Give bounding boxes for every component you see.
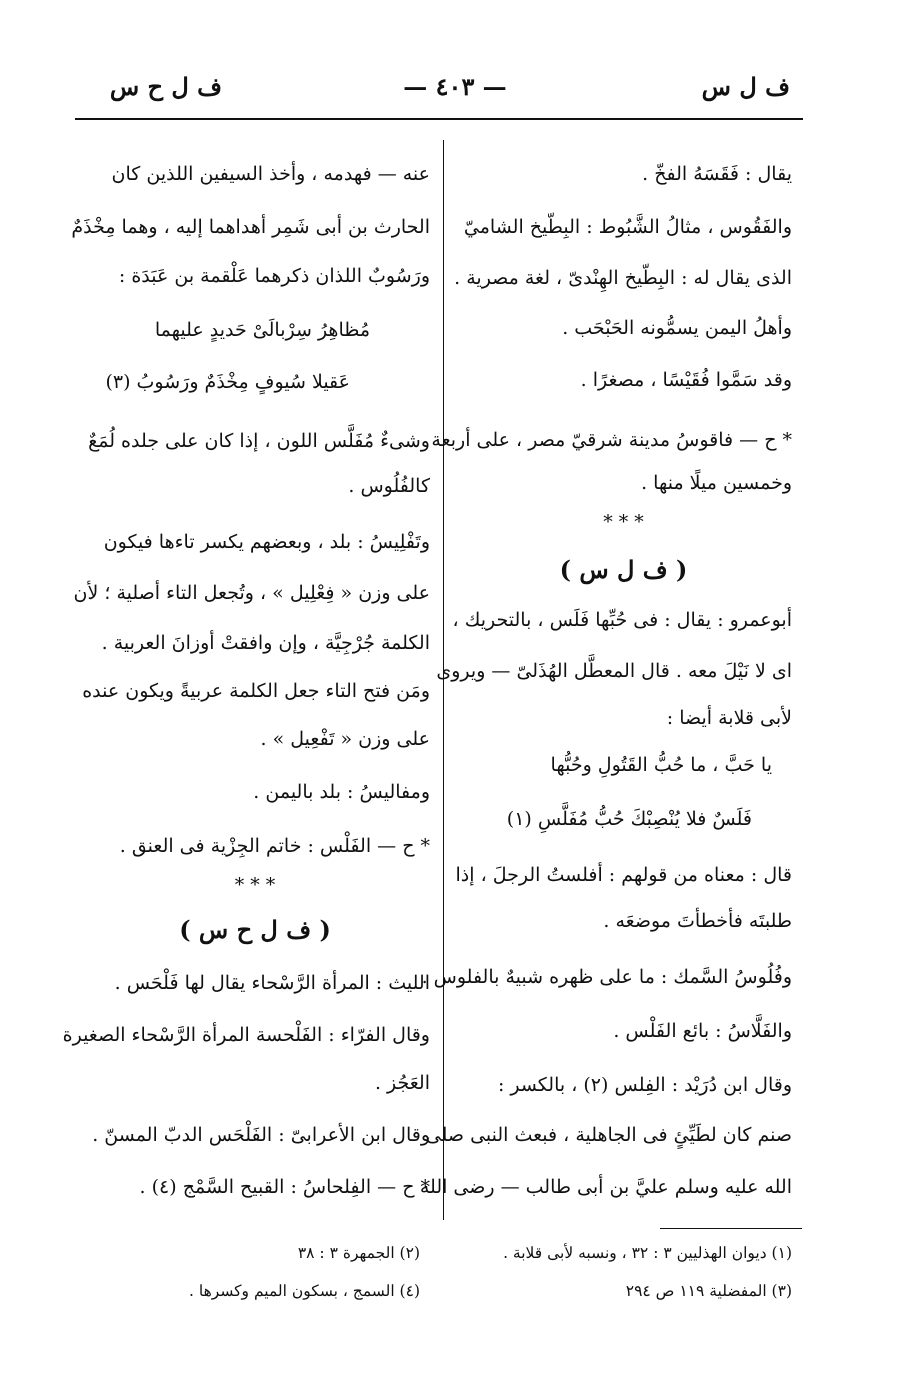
header-root-right: ف ل س: [701, 72, 790, 101]
verse-line: عَقيلا سُيوفٍ مِخْذَمٌ ورَسُوبُ (٣): [105, 371, 350, 393]
text-line: لأبى قلابة أيضا :: [666, 707, 792, 729]
text-line: أبوعمرو : يقال : فى حُبِّها فَلَس ، بالتحريك ،: [452, 609, 792, 631]
footnote-1: (١) ديوان الهذليين ٣ : ٣٢ ، ونسبه لأبى قلابة .: [503, 1244, 792, 1262]
verse-line: يا حَبَّ ، ما حُبُّ القَتُولِ وحُبُّها: [550, 754, 772, 776]
text-line: وتَفْلِيسُ : بلد ، وبعضهم يكسر تاءها فيكون: [103, 531, 430, 553]
text-line: وشىءٌ مُفَلَّس اللون ، إذا كان على جلده لُمَعٌ: [88, 430, 430, 452]
text-line: صنم كان لطَيِّئٍ فى الجاهلية ، فبعث النبى صلى: [425, 1124, 792, 1146]
text-line: وقال الفرّاء : الفَلْحسة المرأة الرَّسْحاء الصغيرة: [62, 1024, 430, 1046]
footnote-rule: [660, 1228, 802, 1229]
text-line: والفَلَّاسُ : بائع الفَلْس .: [613, 1020, 792, 1042]
text-line: وقال ابن الأعرابىّ : الفَلْحَس الدبّ المسنّ .: [92, 1124, 430, 1146]
section-heading: ( ف ل س ): [559, 555, 688, 584]
section-heading: ( ف ل ح س ): [179, 915, 331, 944]
text-line: والفَقُوس ، مثالُ الشَّبُوط : البِطّيخ الشاميّ: [463, 216, 792, 238]
text-line: وخمسين ميلًا منها .: [641, 472, 792, 494]
text-line: قال : معناه من قولهم : أفلستُ الرجلَ ، إذا: [455, 864, 792, 886]
verse-line: مُظاهِرُ سِرْبالَىْ حَديدٍ عليهما: [154, 319, 370, 341]
text-line: الليث : المرأة الرَّسْحاء يقال لها فَلْحَس .: [114, 972, 430, 994]
section-separator: * * *: [603, 511, 644, 533]
section-separator: * * *: [234, 874, 276, 896]
text-line: الكلمة جُرْجِيَّة ، وإن وافقتْ أوزانَ العربية .: [101, 632, 430, 654]
text-line: وقال ابن دُرَيْد : الفِلس (٢) ، بالكسر :: [497, 1074, 792, 1096]
text-line: * ح — فاقوسُ مدينة شرقيّ مصر ، على أربعة: [431, 429, 792, 451]
text-line: ومفاليسُ : بلد باليمن .: [253, 781, 430, 803]
footnote-2: (٢) الجمهرة ٣ : ٣٨: [297, 1244, 420, 1262]
header-root-left: ف ل ح س: [109, 72, 222, 101]
header-rule: [75, 118, 803, 120]
text-line: يقال : فَقَسَهُ الفخّ .: [642, 163, 792, 185]
text-line: الله عليه وسلم عليَّ بن أبى طالب — رضى الله: [419, 1176, 792, 1198]
text-line: ورَسُوبٌ اللذان ذكرهما عَلْقمة بن عَبَدَة :: [118, 265, 430, 287]
footnote-4: (٤) السمج ، بسكون الميم وكسرها .: [189, 1282, 420, 1300]
text-line: العَجُز .: [374, 1072, 430, 1094]
right-column: [419, 145, 792, 1225]
footnote-3: (٣) المفضلية ١١٩ ص ٢٩٤: [625, 1282, 792, 1300]
text-line: كالفُلُوس .: [348, 475, 430, 497]
text-line: اى لا نَيْلَ معه . قال المعطَّل الهُذَلىّ — ويروى: [436, 660, 792, 682]
verse-line: فَلَسٌ فلا يُنْصِبْكَ حُبُّ مُفَلَّسِ (١): [506, 808, 752, 830]
text-line: الذى يقال له : البِطّيخ الهِنْدىّ ، لغة مصرية .: [454, 267, 792, 289]
text-line: وفُلُوسُ السَّمك : ما على ظهره شبيهٌ بالفلوس .: [421, 966, 792, 988]
left-column: [62, 145, 430, 1225]
text-line: وقد سَمَّوا فُقَيْسًا ، مصغرًا .: [580, 369, 792, 391]
text-line: ومَن فتح التاء جعل الكلمة عربيةً ويكون عنده: [82, 680, 430, 702]
text-line: طلبتَه فأخطأتَ موضعَه .: [603, 910, 792, 932]
page-number: — ٤٠٣ —: [403, 72, 507, 101]
text-line: * ح — الفَلْس : خاتم الجِزْية فى العنق .: [119, 835, 430, 857]
text-line: وأهلُ اليمن يسمُّونه الحَبْحَب .: [562, 317, 792, 339]
text-line: على وزن « تَفْعِيل » .: [260, 728, 430, 750]
text-line: * ح — الفِلحاسُ : القبيح السَّمْج (٤) .: [139, 1176, 430, 1198]
text-line: عنه — فهدمه ، وأخذ السيفين اللذين كان: [111, 163, 430, 185]
text-line: على وزن « فِعْلِيل » ، وتُجعل التاء أصلية ؛ لأن: [73, 582, 430, 604]
text-line: الحارث بن أبى شَمِر أهداهما إليه ، وهما مِخْذَمٌ: [71, 216, 430, 238]
